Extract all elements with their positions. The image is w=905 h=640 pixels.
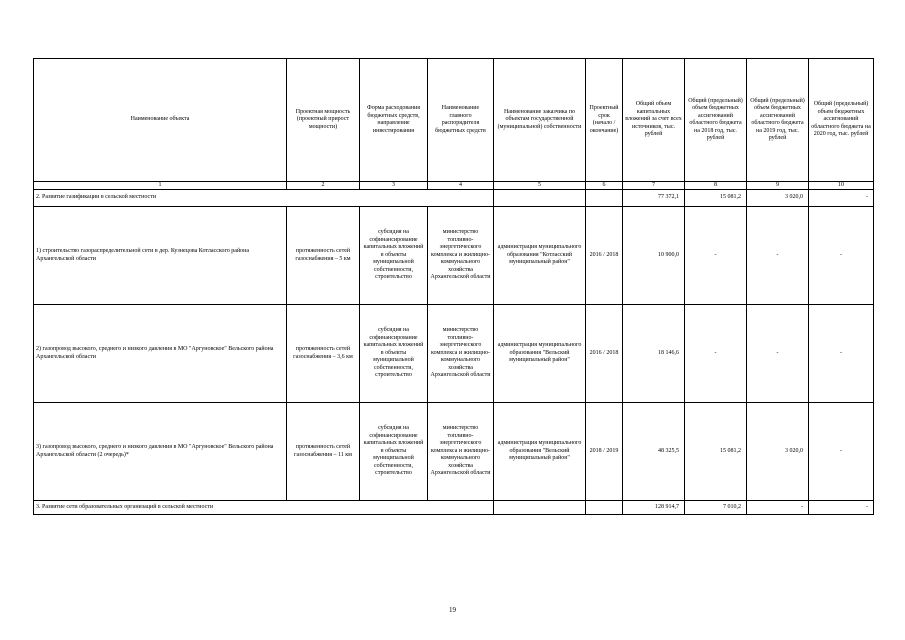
page-number: 19 [449, 606, 456, 614]
section-budget-2020: - [809, 501, 874, 515]
section-title: 3. Развитие сети образовательных организаций в сельской местности [34, 501, 494, 515]
object-expenditure-form: субсидия на софинансирование капитальных вложений в объекты муниципальной собственности, строительство [360, 207, 428, 305]
object-capacity: протяженность сетей газоснабжения – 5 км [287, 207, 360, 305]
table-row [34, 403, 874, 501]
object-distributor: министерство топливно-энергетического комплекса и жилищно-коммунального хозяйства Архангельской области [428, 207, 494, 305]
column-number: 5 [494, 182, 586, 190]
section-budget-2020: - [809, 190, 874, 207]
object-term: 2016 / 2018 [586, 207, 623, 305]
section-row-education [34, 501, 874, 515]
object-expenditure-form: субсидия на софинансирование капитальных вложений в объекты муниципальной собственности, строительство [360, 305, 428, 403]
object-budget-2019: 3 020,0 [747, 403, 809, 501]
object-budget-2020: - [809, 403, 874, 501]
header-capacity: Проектная мощность (проектный прирост мощности) [287, 59, 360, 182]
section-total: 77 372,1 [623, 190, 685, 207]
object-customer: администрация муниципального образования "Вельский муниципальный район" [494, 305, 586, 403]
object-budget-2018: - [685, 207, 747, 305]
object-distributor: министерство топливно-энергетического комплекса и жилищно-коммунального хозяйства Архангельской области [428, 403, 494, 501]
empty-cell [586, 190, 623, 207]
object-name: 1) строительство газораспределительной сети в дер. Кузнецова Котласского района Архангельской области [34, 207, 287, 305]
object-expenditure-form: субсидия на софинансирование капитальных вложений в объекты муниципальной собственности, строительство [360, 403, 428, 501]
object-total: 10 900,0 [623, 207, 685, 305]
header-budget-distributor: Наименование главного распорядителя бюджетных средств [428, 59, 494, 182]
section-budget-2018: 15 081,2 [685, 190, 747, 207]
section-budget-2018: 7 010,2 [685, 501, 747, 515]
object-name: 3) газопровод высокого, среднего и низкого давления в МО "Аргуновское" Вельского района Архангельской области (2 очередь)* [34, 403, 287, 501]
header-object-name: Наименование объекта [34, 59, 287, 182]
object-name: 2) газопровод высокого, среднего и низкого давления в МО "Аргуновское" Вельского района Архангельской области [34, 305, 287, 403]
object-term: 2018 / 2019 [586, 403, 623, 501]
table-row [34, 305, 874, 403]
table-row [34, 207, 874, 305]
object-budget-2020: - [809, 305, 874, 403]
header-expenditure-form: Форма расходования бюджетных средств, направление инвестирования [360, 59, 428, 182]
section-budget-2019: - [747, 501, 809, 515]
empty-cell [494, 190, 586, 207]
column-number: 2 [287, 182, 360, 190]
column-number: 3 [360, 182, 428, 190]
column-number: 7 [623, 182, 685, 190]
header-budget-2020: Общий (предельный) объем бюджетных ассигнований областного бюджета на 2020 год, тыс. рублей [809, 59, 874, 182]
section-row-gasification [34, 190, 874, 207]
header-customer: Наименование заказчика по объектам государственной (муниципальной) собственности [494, 59, 586, 182]
section-budget-2019: 3 020,0 [747, 190, 809, 207]
column-number: 8 [685, 182, 747, 190]
object-customer: администрация муниципального образования "Котласский муниципальный район" [494, 207, 586, 305]
object-term: 2016 / 2018 [586, 305, 623, 403]
header-budget-2018: Общий (предельный) объем бюджетных ассигнований областного бюджета на 2018 год, тыс. рублей [685, 59, 747, 182]
section-title: 2. Развитие газификации в сельской местности [34, 190, 494, 207]
object-capacity: протяженность сетей газоснабжения – 3,6 км [287, 305, 360, 403]
object-capacity: протяженность сетей газоснабжения – 11 км [287, 403, 360, 501]
table-header-row [34, 59, 874, 182]
column-number: 9 [747, 182, 809, 190]
column-number: 4 [428, 182, 494, 190]
object-budget-2018: 15 081,2 [685, 403, 747, 501]
object-customer: администрация муниципального образования "Вельский муниципальный район" [494, 403, 586, 501]
column-number-row [34, 182, 874, 190]
object-distributor: министерство топливно-энергетического комплекса и жилищно-коммунального хозяйства Архангельской области [428, 305, 494, 403]
object-budget-2020: - [809, 207, 874, 305]
object-total: 48 325,5 [623, 403, 685, 501]
header-term: Проектный срок (начало / окончание) [586, 59, 623, 182]
object-budget-2019: - [747, 305, 809, 403]
object-total: 18 146,6 [623, 305, 685, 403]
empty-cell [494, 501, 586, 515]
empty-cell [586, 501, 623, 515]
investment-table [33, 58, 874, 515]
column-number: 6 [586, 182, 623, 190]
column-number: 10 [809, 182, 874, 190]
column-number: 1 [34, 182, 287, 190]
object-budget-2019: - [747, 207, 809, 305]
section-total: 128 914,7 [623, 501, 685, 515]
header-budget-2019: Общий (предельный) объем бюджетных ассигнований областного бюджета на 2019 год, тыс. рублей [747, 59, 809, 182]
object-budget-2018: - [685, 305, 747, 403]
header-total-investment: Общий объем капитальных вложений за счет всех источников, тыс. рублей [623, 59, 685, 182]
